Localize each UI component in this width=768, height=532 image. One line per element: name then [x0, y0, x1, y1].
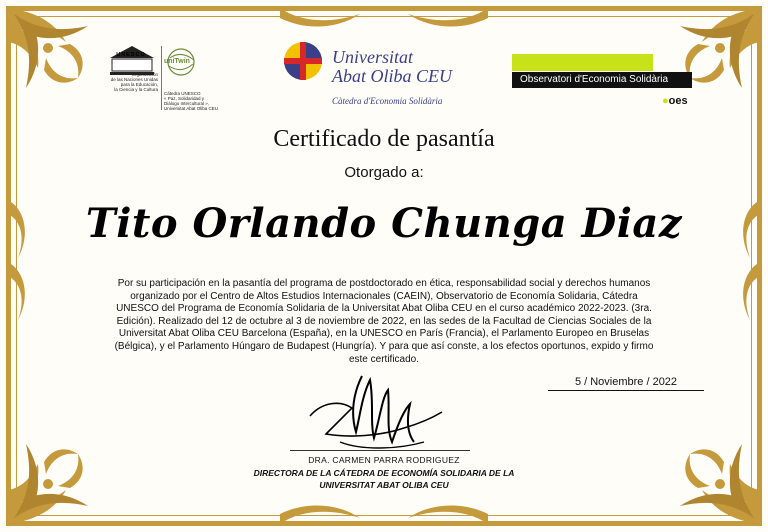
unesco-wordmark: UNESCO: [116, 52, 146, 58]
certificate-body: Por su participación en la pasantía del programa de postdoctorado en ética, responsabilidad social y derechos humanos organizado por el Centro de Altos Estudios Internacionales (CAEIN), Observatorio de Economía Solidaria, Cátedra UNESCO del Programa de Economía Solidaria de la Universitat Abat Oliba CEU en el curso académico 2022-2023. (3ra. Edición). Realizado del 12 de octubre al 3 de noviembre de 2022, en las sedes de la Facultad de Ciencias Sociales de la Universitat Abat Oliba CEU Barcelona (España), en la UNESCO en París (Francia), el Parlamento Europeo en Bruselas (Bélgica), y el Parlamento Húngaro de Budapest (Hungría). Y para que así conste, a los efectos oportunos, expido y firmo este certificado.: [114, 278, 654, 365]
oes-label: Observatori d'Economia Solidària: [512, 72, 692, 88]
signature-image: [300, 372, 450, 454]
recipient-name: Tito Orlando Chunga Diaz: [85, 200, 683, 247]
uao-subtitle: Càtedra d'Economia Solidària: [332, 96, 443, 106]
unitwin-caption: Cátedra UNESCO « Paz, Solidaridad y Diálogo Intercultural », Universitat Abat Oliba CEU: [164, 91, 219, 111]
unesco-logo: [104, 44, 158, 92]
signatory-role: DIRECTORA DE LA CÁTEDRA DE ECONOMÍA SOLIDARIA DE LA UNIVERSITAT ABAT OLIBA CEU: [253, 468, 515, 490]
signature-line: [290, 450, 470, 451]
signatory-name: DRA. CARMEN PARRA RODRIGUEZ: [308, 455, 460, 465]
logo-divider: [161, 46, 162, 110]
uao-wordmark: Universitat Abat Oliba CEU: [332, 47, 452, 86]
unitwin-logo: [164, 46, 234, 111]
uao-crest-icon: [282, 40, 324, 82]
oes-green-bar: [512, 54, 653, 71]
granted-to-label: Otorgado a:: [344, 164, 424, 181]
unitwin-wordmark: uniTwin: [164, 58, 190, 65]
certificate-title: Certificado de pasantía: [273, 126, 495, 152]
issue-date: 5 / Noviembre / 2022: [574, 376, 678, 388]
date-underline: [548, 390, 704, 391]
oes-mark: ●oes: [662, 95, 688, 107]
unesco-caption: Organización de las Naciones Unidas para la Educación, la Ciencia y la Cultura: [110, 72, 158, 92]
